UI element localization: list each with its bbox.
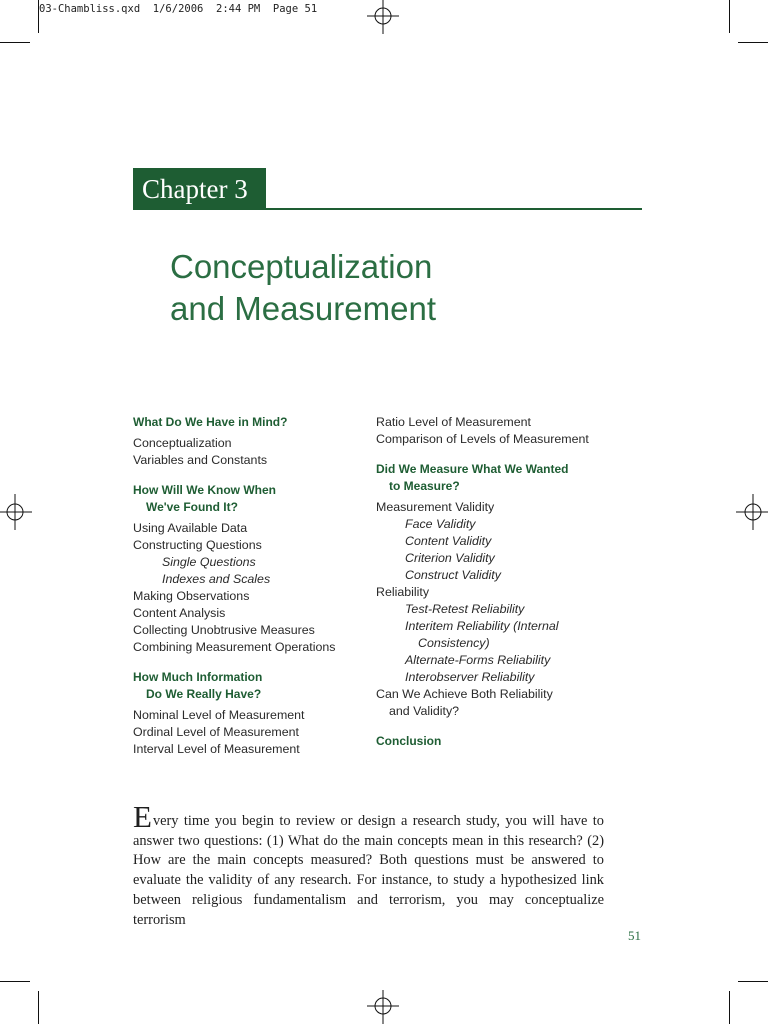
outline-heading-line: How Much Information bbox=[133, 670, 263, 684]
outline-heading: Conclusion bbox=[376, 734, 442, 748]
registration-mark-left-icon bbox=[0, 494, 34, 530]
outline-subitem: Construct Validity bbox=[405, 568, 501, 582]
body-paragraph bbox=[133, 799, 604, 930]
outline-item-line: Can We Achieve Both Reliability bbox=[376, 687, 553, 701]
crop-mark-bottom-left-horizontal bbox=[0, 981, 30, 982]
outline-item: Content Analysis bbox=[133, 606, 226, 620]
outline-item: Reliability bbox=[376, 585, 430, 599]
outline-heading-line: We've Found It? bbox=[146, 500, 238, 514]
outline-heading bbox=[376, 461, 636, 495]
drop-cap: E bbox=[133, 799, 152, 834]
outline-item bbox=[376, 686, 636, 720]
outline-subitem bbox=[376, 618, 636, 652]
outline-item: Combining Measurement Operations bbox=[133, 640, 336, 654]
chapter-title-line-2: and Measurement bbox=[170, 290, 436, 327]
outline-item: Using Available Data bbox=[133, 521, 248, 535]
chapter-outline-right-column bbox=[376, 414, 636, 750]
registration-mark-bottom-icon bbox=[365, 988, 401, 1024]
outline-subitem: Test-Retest Reliability bbox=[405, 602, 525, 616]
outline-subitem: Single Questions bbox=[162, 555, 256, 569]
body-paragraph-text: very time you begin to review or design a research study, you will have to answer two questions: (1) What do the main concepts mean in this research? (2) How are the main concepts measured? Both questions must be answered to evaluate the validity of any research. For instance, to study a hypothesized link between religious fundamentalism and terrorism, you may conceptualize terrorism bbox=[133, 813, 604, 928]
outline-heading-line: to Measure? bbox=[389, 479, 460, 493]
chapter-label: Chapter 3 bbox=[133, 168, 266, 210]
outline-subitem-line: Consistency) bbox=[418, 636, 490, 650]
outline-item: Ordinal Level of Measurement bbox=[133, 725, 299, 739]
outline-heading bbox=[133, 669, 363, 703]
crop-mark-top-right-vertical bbox=[729, 0, 730, 33]
outline-item-line: and Validity? bbox=[389, 704, 460, 718]
outline-item: Conceptualization bbox=[133, 436, 232, 450]
print-slug: 03-Chambliss.qxd 1/6/2006 2:44 PM Page 51 bbox=[39, 3, 318, 15]
outline-item: Making Observations bbox=[133, 589, 250, 603]
crop-mark-top-left-vertical bbox=[38, 0, 39, 33]
chapter-title-line-1: Conceptualization bbox=[170, 248, 433, 285]
registration-mark-right-icon bbox=[734, 494, 768, 530]
outline-subitem: Face Validity bbox=[405, 517, 476, 531]
outline-item: Interval Level of Measurement bbox=[133, 742, 300, 756]
outline-heading bbox=[133, 482, 363, 516]
outline-heading-line: Do We Really Have? bbox=[146, 687, 262, 701]
crop-mark-bottom-right-vertical bbox=[729, 991, 730, 1024]
crop-mark-bottom-left-vertical bbox=[38, 991, 39, 1024]
outline-heading-line: How Will We Know When bbox=[133, 483, 276, 497]
chapter-title bbox=[170, 246, 436, 330]
page-number: 51 bbox=[628, 928, 641, 943]
outline-item: Constructing Questions bbox=[133, 538, 262, 552]
outline-subitem: Alternate-Forms Reliability bbox=[405, 653, 551, 667]
outline-subitem-line: Interitem Reliability (Internal bbox=[405, 619, 559, 633]
outline-heading-line: Did We Measure What We Wanted bbox=[376, 462, 569, 476]
chapter-rule bbox=[266, 208, 642, 210]
outline-item: Comparison of Levels of Measurement bbox=[376, 432, 589, 446]
outline-item: Variables and Constants bbox=[133, 453, 268, 467]
outline-item: Collecting Unobtrusive Measures bbox=[133, 623, 315, 637]
outline-item: Nominal Level of Measurement bbox=[133, 708, 305, 722]
chapter-outline-left-column bbox=[133, 414, 363, 758]
outline-subitem: Content Validity bbox=[405, 534, 492, 548]
outline-heading: What Do We Have in Mind? bbox=[133, 415, 288, 429]
outline-subitem: Criterion Validity bbox=[405, 551, 495, 565]
crop-mark-top-left-horizontal bbox=[0, 42, 30, 43]
outline-item: Ratio Level of Measurement bbox=[376, 415, 531, 429]
outline-subitem: Indexes and Scales bbox=[162, 572, 271, 586]
outline-item: Measurement Validity bbox=[376, 500, 495, 514]
crop-mark-bottom-right-horizontal bbox=[738, 981, 768, 982]
outline-subitem: Interobserver Reliability bbox=[405, 670, 535, 684]
registration-mark-top-icon bbox=[365, 0, 401, 36]
crop-mark-top-right-horizontal bbox=[738, 42, 768, 43]
